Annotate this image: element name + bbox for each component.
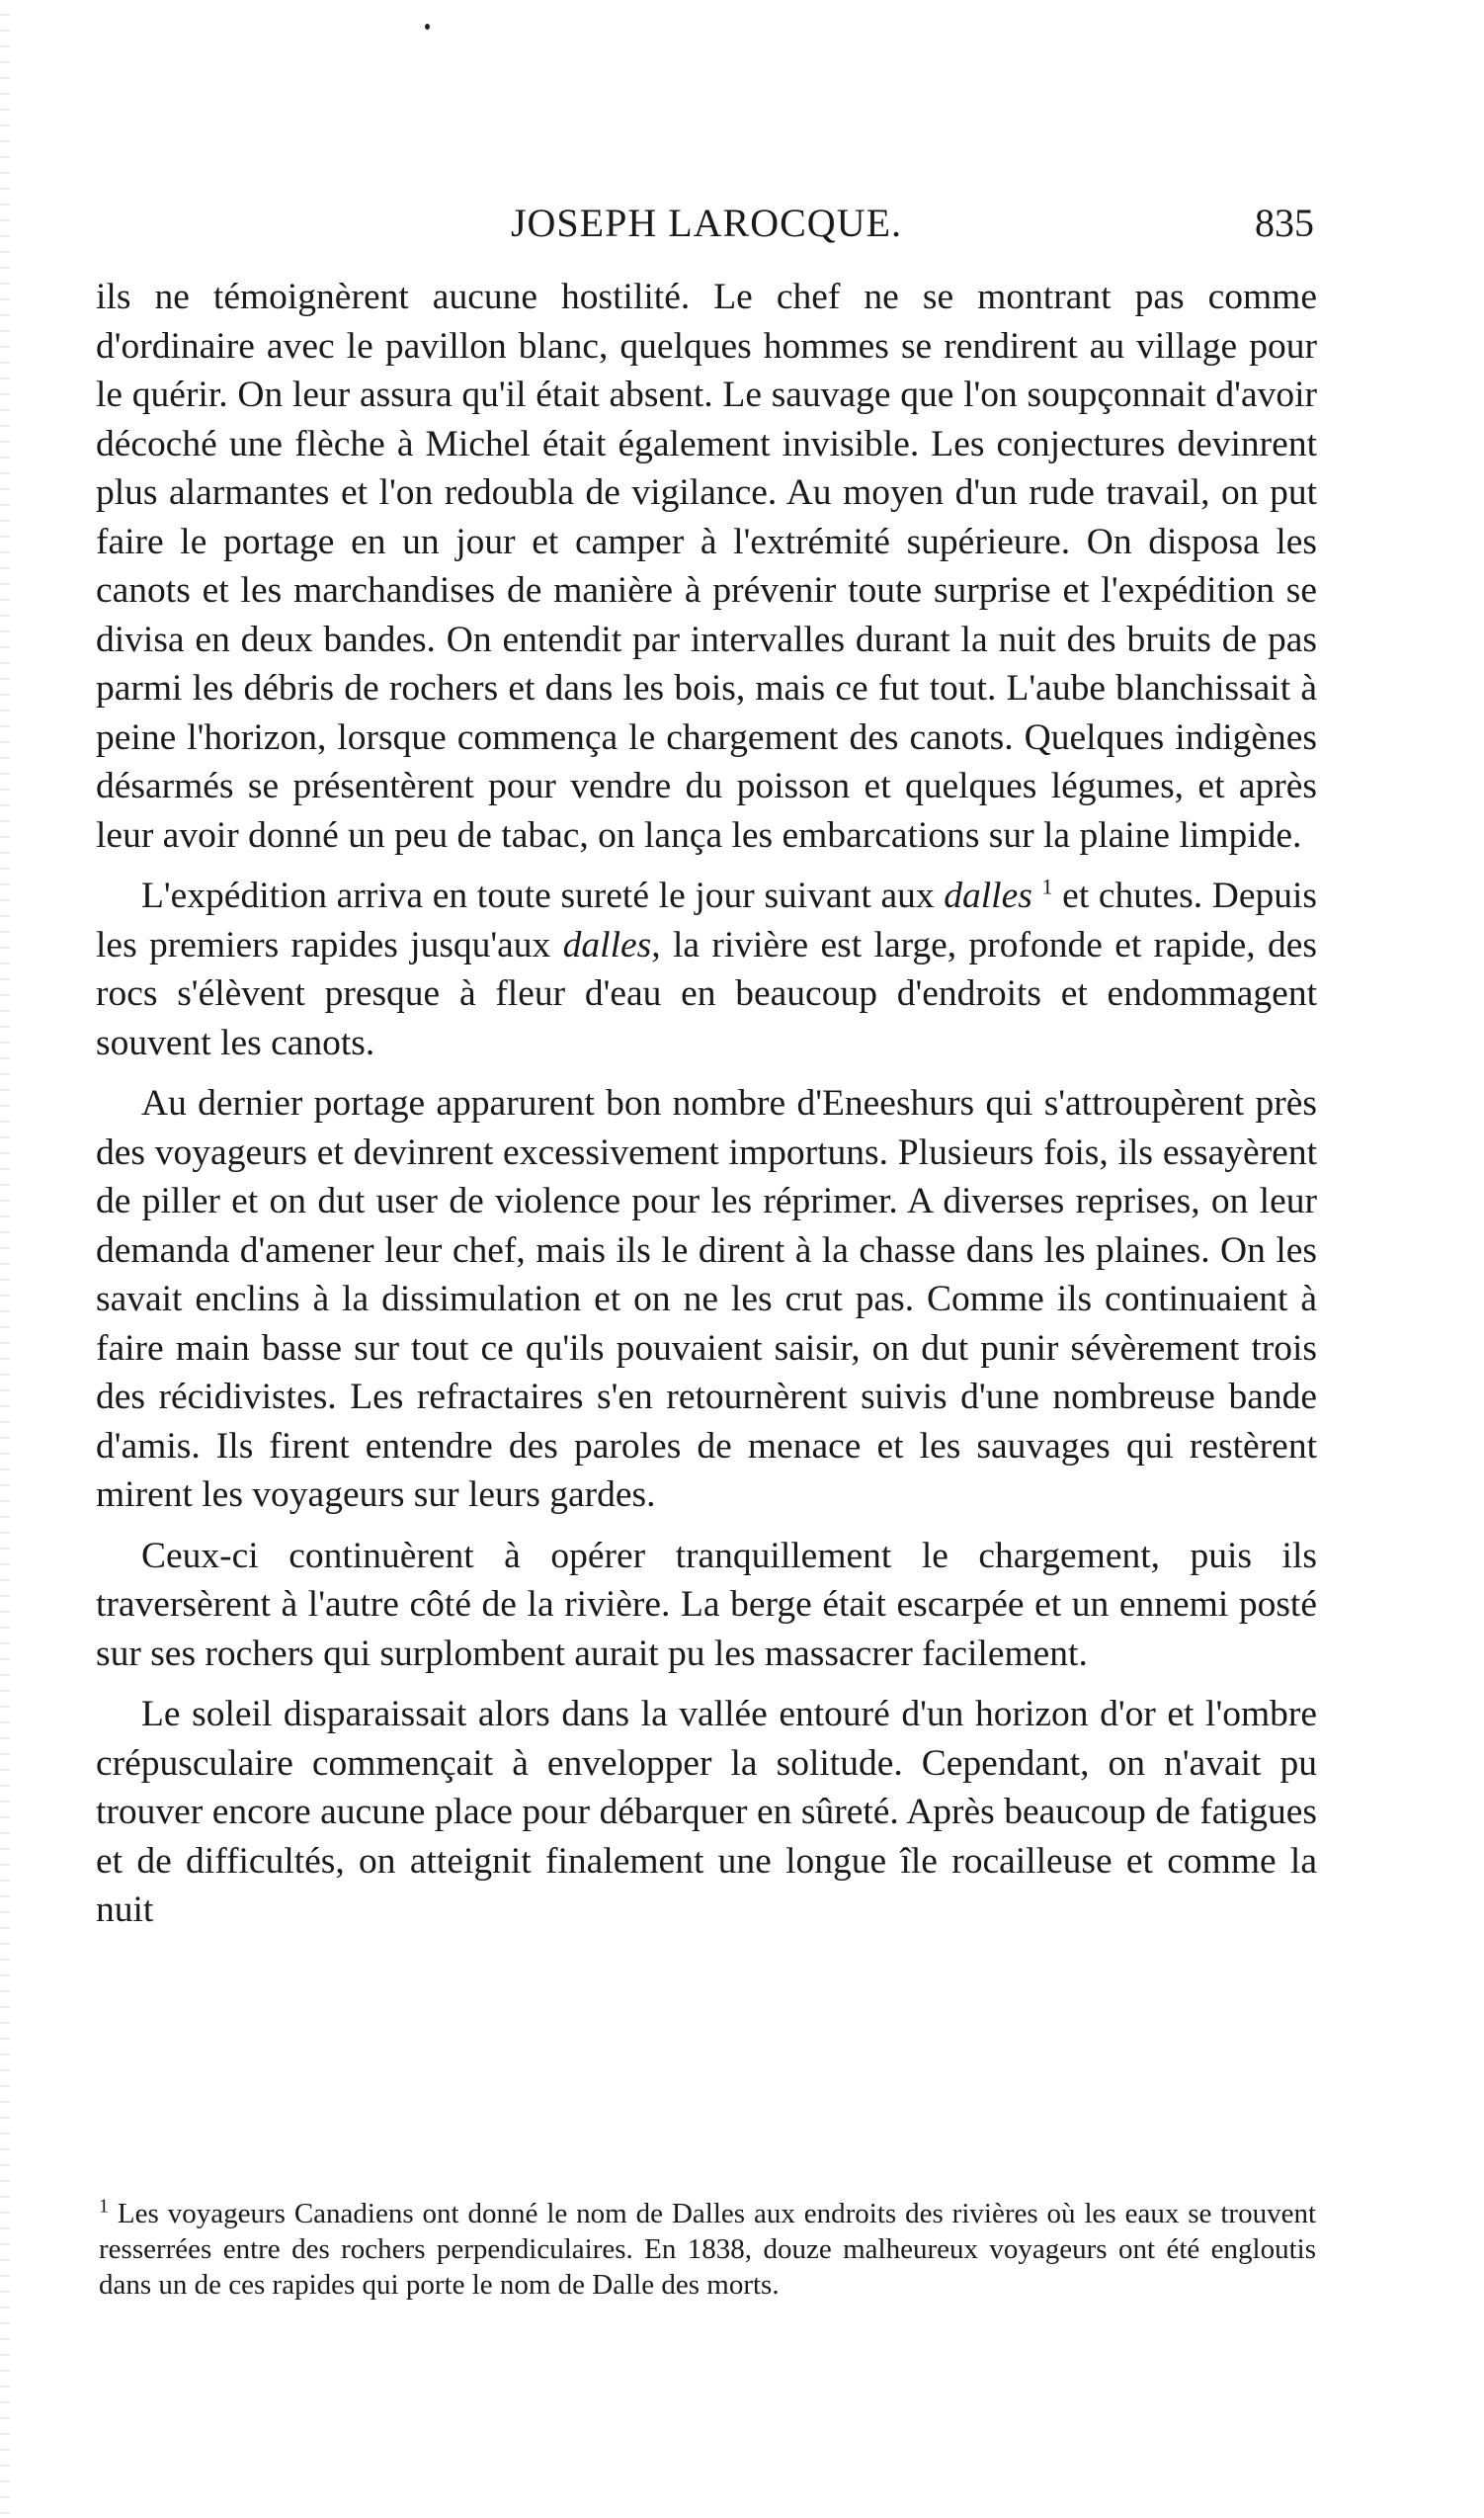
italic-dalles-2: dalles [562, 924, 652, 965]
paragraph-2-middle: et chutes. Depuis les premiers rapides jusqu'aux [96, 876, 1317, 965]
paragraph-3: Au dernier portage apparurent bon nombre d'Eneeshurs qui s'attroupèrent près des voyageurs et devinrent excessivement importuns. Plusieurs fois, ils essayèrent de piller et on dut user de violence pour les réprimer. A diverses reprises, on leur demanda d'amener leur chef, mais ils le dirent à la chasse dans les plaines. On les savait enclins à la dissimulation et on ne les crut pas. Comme ils continuaient à faire main basse sur tout ce qu'ils pouvaient saisir, on dut punir sévèrement trois des récidivistes. Les refractaires s'en retournèrent suivis d'une nombreuse bande d'amis. Ils firent entendre des paroles de menace et les sauvages qui restèrent mirent les voyageurs sur leurs gardes. [96, 1083, 1317, 1515]
paragraph-4: Ceux-ci continuèrent à opérer tranquillement le chargement, puis ils traversèrent à l'autre côté de la rivière. La berge était escarpée et un ennemi posté sur ses rochers qui surplombent aurait pu les massacrer facilement. [96, 1535, 1317, 1674]
footnote [99, 2196, 1316, 2303]
paragraph-5: Le soleil disparaissait alors dans la vallée entouré d'un horizon d'or et l'ombre crépusculaire commençait à envelopper la solitude. Cependant, on n'avait pu trouver encore aucune place pour débarquer en sûreté. Après beaucoup de fatigues et de difficultés, on atteignit finalement une longue île rocailleuse et comme la nuit [96, 1694, 1317, 1930]
paragraph-2-start: L'expédition arriva en toute sureté le jour suivant aux [141, 876, 945, 916]
running-title: JOSEPH LAROCQUE. [510, 201, 903, 245]
paragraph-1: ils ne témoignèrent aucune hostilité. Le chef ne se montrant pas comme d'ordinaire avec le pavillon blanc, quelques hommes se rendirent au village pour le quérir. On leur assura qu'il était absent. Le sauvage que l'on soupçonnait d'avoir décoché une flèche à Michel était également invisible. Les conjectures devinrent plus alarmantes et l'on redoubla de vigilance. Au moyen d'un rude travail, on put faire le portage en un jour et camper à l'extrémité supérieure. On disposa les canots et les marchandises de manière à prévenir toute surprise et l'expédition se divisa en deux bandes. On entendit par intervalles durant la nuit des bruits de pas parmi les débris de rochers et dans les bois, mais ce fut tout. L'aube blanchissait à peine l'horizon, lorsque commença le chargement des canots. Quelques indigènes désarmés se présentèrent pour vendre du poisson et quelques légumes, et après leur avoir donné un peu de tabac, on lança les embarcations sur la plaine limpide. [96, 277, 1317, 856]
paragraph-2 [96, 872, 1317, 1067]
footnote-marker: 1 [99, 2195, 109, 2218]
body-text [96, 273, 1317, 1947]
page-header [99, 194, 1314, 253]
paragraph-2-end: , la rivière est large, profonde et rapide, des rocs s'élèvent presque à fleur d'eau en beaucoup d'endroits et endommagent souvent les canots. [96, 924, 1317, 1063]
footnote-reference[interactable]: 1 [1041, 874, 1053, 899]
page-number: 835 [1255, 201, 1314, 245]
italic-dalles-1: dalles [944, 876, 1032, 916]
ink-speck [425, 24, 430, 30]
footnote-text: Les voyageurs Canadiens ont donné le nom de Dalles aux endroits des rivières où les eaux se trouvent resserrées entre des rochers perpendiculaires. En 1838, douze malheureux voyageurs ont été engloutis dans un de ces rapides qui porte le nom de Dalle des morts. [99, 2198, 1316, 2301]
scan-edge [0, 0, 10, 2518]
